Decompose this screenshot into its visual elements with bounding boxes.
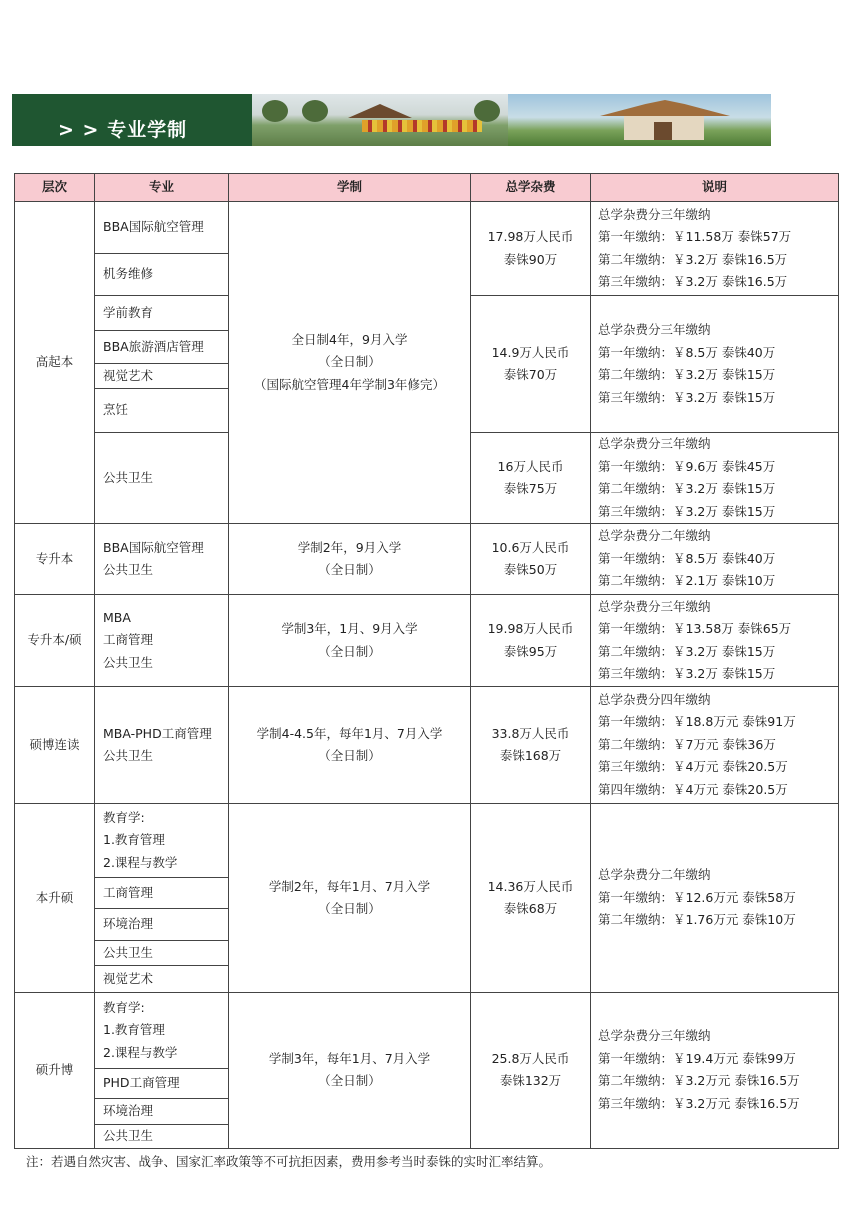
header-duration: 学制 (229, 174, 471, 202)
section-title: > > 专业学制 (12, 94, 252, 146)
duration-cell: 学制3年，1月、9月入学 （全日制） (229, 595, 471, 687)
fee-notes-cell: 总学杂费分三年缴纳 第一年缴纳：￥13.58万 泰铢65万 第二年缴纳：￥3.2万 泰铢15万 第三年缴纳：￥3.2万 泰铢15万 (591, 595, 839, 687)
duration-cell: 学制2年，每年1月、7月入学 （全日制） (229, 804, 471, 993)
duration-cell: 学制3年，每年1月、7月入学 （全日制） (229, 993, 471, 1149)
level-cell: 硕博连读 (15, 687, 95, 804)
fee-table (14, 173, 839, 1149)
level-cell: 硕升博 (15, 993, 95, 1149)
major-cell: BBA国际航空管理 公共卫生 (95, 524, 229, 595)
duration-cell: 全日制4年，9月入学 （全日制） （国际航空管理4年学制3年修完） (229, 202, 471, 524)
major-cell: 公共卫生 (95, 433, 229, 524)
fee-notes-cell: 总学杂费分三年缴纳 第一年缴纳：￥19.4万元 泰铢99万 第二年缴纳：￥3.2万元 泰铢16.5万 第三年缴纳：￥3.2万元 泰铢16.5万 (591, 993, 839, 1149)
table-row (15, 524, 839, 595)
section-banner (12, 94, 771, 146)
total-fee-cell: 14.36万人民币 泰铢68万 (471, 804, 591, 993)
total-fee-cell: 17.98万人民币 泰铢90万 (471, 202, 591, 296)
table-row (15, 804, 839, 878)
table-row (15, 687, 839, 804)
header-level: 层次 (15, 174, 95, 202)
major-cell: 环境治理 (95, 909, 229, 941)
fee-notes-cell: 总学杂费分二年缴纳 第一年缴纳：￥12.6万元 泰铢58万 第二年缴纳：￥1.76万元 泰铢10万 (591, 804, 839, 993)
fee-notes-cell: 总学杂费分二年缴纳 第一年缴纳：￥8.5万 泰铢40万 第二年缴纳：￥2.1万 泰铢10万 (591, 524, 839, 595)
major-cell: 教育学: 1.教育管理 2.课程与教学 (95, 804, 229, 878)
total-fee-cell: 14.9万人民币 泰铢70万 (471, 296, 591, 433)
fee-notes-cell: 总学杂费分三年缴纳 第一年缴纳：￥11.58万 泰铢57万 第二年缴纳：￥3.2万 泰铢16.5万 第三年缴纳：￥3.2万 泰铢16.5万 (591, 202, 839, 296)
level-cell: 专升本 (15, 524, 95, 595)
major-cell: 学前教育 (95, 296, 229, 331)
major-cell: 公共卫生 (95, 1125, 229, 1149)
major-cell: 视觉艺术 (95, 364, 229, 389)
major-cell: 视觉艺术 (95, 966, 229, 993)
fee-notes-cell: 总学杂费分三年缴纳 第一年缴纳：￥9.6万 泰铢45万 第二年缴纳：￥3.2万 泰铢15万 第三年缴纳：￥3.2万 泰铢15万 (591, 433, 839, 524)
table-row (15, 595, 839, 687)
campus-photo-dancers (252, 94, 508, 146)
header-major: 专业 (95, 174, 229, 202)
major-cell: PHD工商管理 (95, 1069, 229, 1099)
level-cell: 高起本 (15, 202, 95, 524)
total-fee-cell: 25.8万人民币 泰铢132万 (471, 993, 591, 1149)
duration-cell: 学制2年，9月入学 （全日制） (229, 524, 471, 595)
major-cell: 公共卫生 (95, 941, 229, 966)
major-cell: 教育学: 1.教育管理 2.课程与教学 (95, 993, 229, 1069)
total-fee-cell: 33.8万人民币 泰铢168万 (471, 687, 591, 804)
major-cell: BBA国际航空管理 (95, 202, 229, 254)
major-cell: 烹饪 (95, 389, 229, 433)
total-fee-cell: 19.98万人民币 泰铢95万 (471, 595, 591, 687)
table-row (15, 993, 839, 1069)
major-cell: 环境治理 (95, 1099, 229, 1125)
major-cell: MBA-PHD工商管理 公共卫生 (95, 687, 229, 804)
total-fee-cell: 16万人民币 泰铢75万 (471, 433, 591, 524)
footnote: 注：若遇自然灾害、战争、国家汇率政策等不可抗拒因素，费用参考当时泰铢的实时汇率结算。 (26, 1154, 552, 1169)
fee-notes-cell: 总学杂费分四年缴纳 第一年缴纳：￥18.8万元 泰铢91万 第二年缴纳：￥7万元 泰铢36万 第三年缴纳：￥4万元 泰铢20.5万 第四年缴纳：￥4万元 泰铢20.5万 (591, 687, 839, 804)
campus-photo-pavilion (508, 94, 771, 146)
major-cell: MBA 工商管理 公共卫生 (95, 595, 229, 687)
table-header-row (15, 174, 839, 202)
level-cell: 本升硕 (15, 804, 95, 993)
level-cell: 专升本/硕 (15, 595, 95, 687)
major-cell: BBA旅游酒店管理 (95, 331, 229, 364)
fee-notes-cell: 总学杂费分三年缴纳 第一年缴纳：￥8.5万 泰铢40万 第二年缴纳：￥3.2万 泰铢15万 第三年缴纳：￥3.2万 泰铢15万 (591, 296, 839, 433)
duration-cell: 学制4-4.5年，每年1月、7月入学 （全日制） (229, 687, 471, 804)
total-fee-cell: 10.6万人民币 泰铢50万 (471, 524, 591, 595)
table-row (15, 202, 839, 254)
major-cell: 机务维修 (95, 254, 229, 296)
header-notes: 说明 (591, 174, 839, 202)
header-total-fee: 总学杂费 (471, 174, 591, 202)
major-cell: 工商管理 (95, 878, 229, 909)
